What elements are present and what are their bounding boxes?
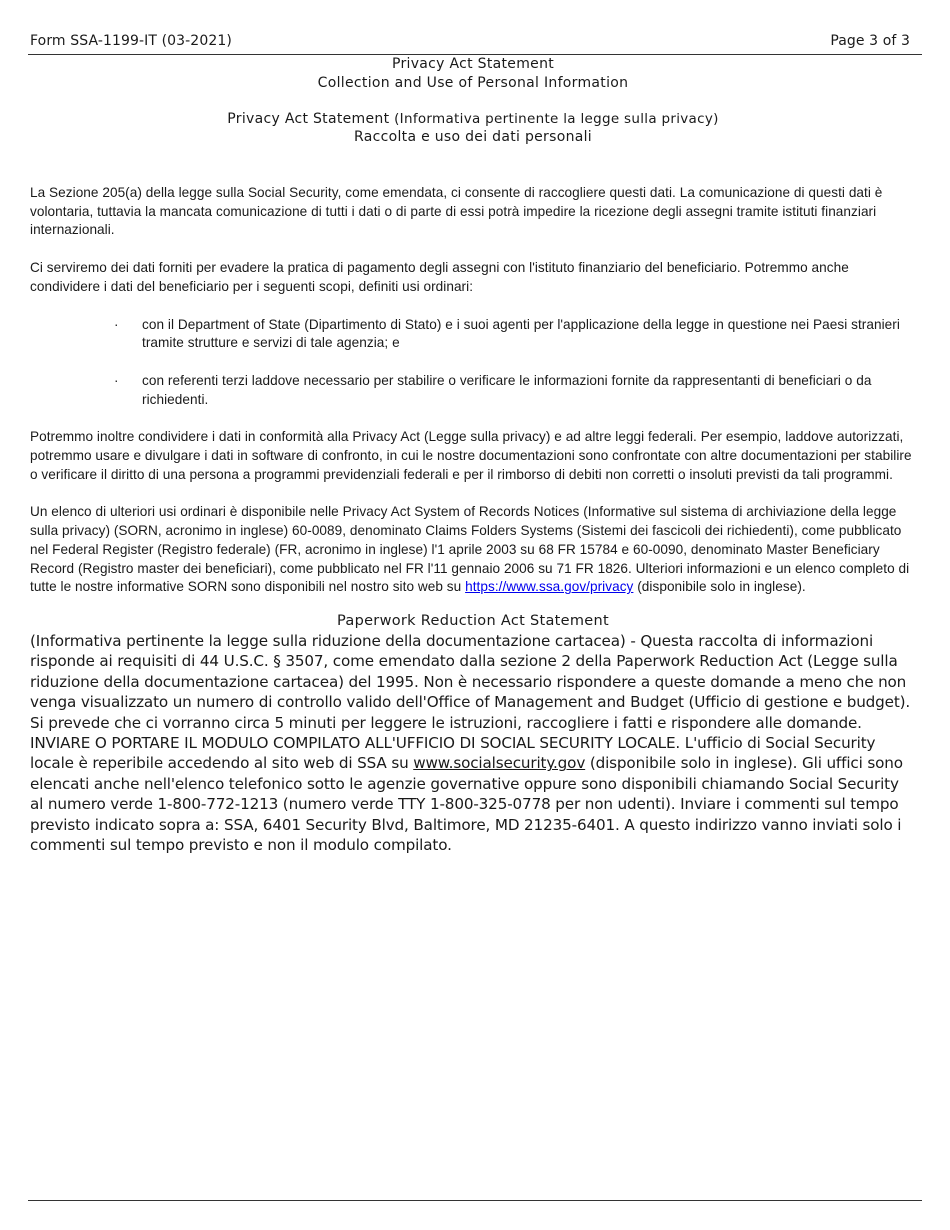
paperwork-heading: Paperwork Reduction Act Statement xyxy=(337,612,609,629)
list-item xyxy=(30,372,916,409)
paragraph-usage: Ci serviremo dei dati forniti per evadere la pratica di pagamento degli assegni con l'istituto finanziario del beneficiario. Potremmo anche condividere i dati del beneficiario per i seguenti scopi, definiti usi ordinari: xyxy=(30,260,849,294)
page-number: Page 3 of 3 xyxy=(830,33,910,49)
footer-divider xyxy=(28,1200,922,1201)
privacy-link[interactable]: https://www.ssa.gov/privacy xyxy=(465,579,634,595)
paperwork-text-end: (disponibile solo in inglese). Gli uffici sono elencati anche nell'elenco telefonico sotto le agenzie governative oppure sono disponibili chiamando Social Security al numero verde 1-800-772-1213 (numero verde TTY 1-800-325-0778 per non udenti). Inviare i commenti sul tempo previsto indicato sopra a: SSA, 6401 Security Blvd, Baltimore, MD 21235-6401. A questo indirizzo vanno inviati solo i commenti sul tempo previsto e non il modulo compilato. xyxy=(30,754,903,855)
title-block-english xyxy=(30,55,916,93)
title-privacy-act-italian xyxy=(30,110,916,128)
bullet-icon: · xyxy=(114,316,119,332)
paragraph-sharing: Potremmo inoltre condividere i dati in conformità alla Privacy Act (Legge sulla privacy) e ad altre leggi federali. Per esempio, laddove autorizzati, potremmo usare e divulgare i dati in software di confronto, in cui le nostre documentazioni sono confrontate con altre documentazioni per stabilire o verificare il diritto di una persona a programmi previdenziali federali e per il rimborso di debiti non corretti o insoluti previsti da tali programmi. xyxy=(30,429,912,482)
title-privacy-act: Privacy Act Statement xyxy=(391,56,555,72)
routine-uses-list xyxy=(30,316,916,410)
title-privacy-act-main: Privacy Act Statement xyxy=(227,111,395,127)
title-collection-use: Collection and Use of Personal Information xyxy=(317,75,629,91)
title-block-italian xyxy=(30,110,916,146)
sorn-text-end: (disponibile solo in inglese). xyxy=(633,579,806,595)
list-item xyxy=(30,316,916,353)
form-id: Form SSA-1199-IT (03-2021) xyxy=(30,33,232,49)
list-item-text: con il Department of State (Dipartimento di Stato) e i suoi agenti per l'applicazione della legge in questione nei Paesi stranieri tramite strutture e servizi di tale agenzia; e xyxy=(142,316,900,351)
title-raccolta-uso: Raccolta e uso dei dati personali xyxy=(354,129,592,145)
paragraph-section-205: La Sezione 205(a) della legge sulla Social Security, come emendata, ci consente di raccogliere questi dati. La comunicazione di questi dati è volontaria, tuttavia la mancata comunicazione di tutti i dati o di parte di essi potrà impedire la ricezione degli assegni tramite istituti finanziari internazionali. xyxy=(30,185,883,238)
paperwork-text: (Informativa pertinente la legge sulla riduzione della documentazione cartacea) - Questa raccolta di informazioni risponde ai requisiti di 44 U.S.C. § 3507, come emendato dalla sezione 2 della Paperwork Reduction Act (Legge sulla riduzione della documentazione cartacea) del 1995. Non è necessario rispondere a queste domande a meno che non venga visualizzato un numero di controllo valido dell'Office of Management and Budget (Ufficio di gestione e budget). Si prevede che ci vorranno circa 5 minuti per leggere le istruzioni, raccogliere i fatti e rispondere alle domande. INVIARE O PORTARE IL MODULO COMPILATO ALL'UFFICIO DI SOCIAL SECURITY LOCALE. L'ufficio di Social Security locale è reperibile accedendo al sito web di SSA su xyxy=(30,631,911,773)
bullet-icon: · xyxy=(114,372,119,388)
page-header xyxy=(30,30,920,54)
page-content xyxy=(30,55,916,855)
socialsecurity-link[interactable]: www.socialsecurity.gov xyxy=(413,754,586,773)
paragraph-sorn xyxy=(30,503,916,597)
title-privacy-act-note: (Informativa pertinente la legge sulla privacy) xyxy=(394,111,719,127)
sorn-text: Un elenco di ulteriori usi ordinari è disponibile nelle Privacy Act System of Records Notices (Informative sul sistema di archiviazione della legge sulla privacy) (SORN, acronimo in inglese) 60-0089, denominato Claims Folders Systems (Sistemi dei fascicoli dei richiedenti), come pubblicato nel Federal Register (Registro federale) (FR, acronimo in inglese) l'1 aprile 2003 su 68 FR 15784 e 60-0090, denominato Master Beneficiary Record (Registro master dei beneficiari), come pubblicato nel FR l'11 gennaio 2006 su 71 FR 1826. Ulteriori informazioni e un elenco completo di tutte le nostre informative SORN sono disponibili nel nostro sito web su xyxy=(30,504,910,595)
paragraph-paperwork xyxy=(30,631,916,855)
list-item-text: con referenti terzi laddove necessario per stabilire o verificare le informazioni fornite da rappresentanti di beneficiari o da richiedenti. xyxy=(142,372,872,407)
